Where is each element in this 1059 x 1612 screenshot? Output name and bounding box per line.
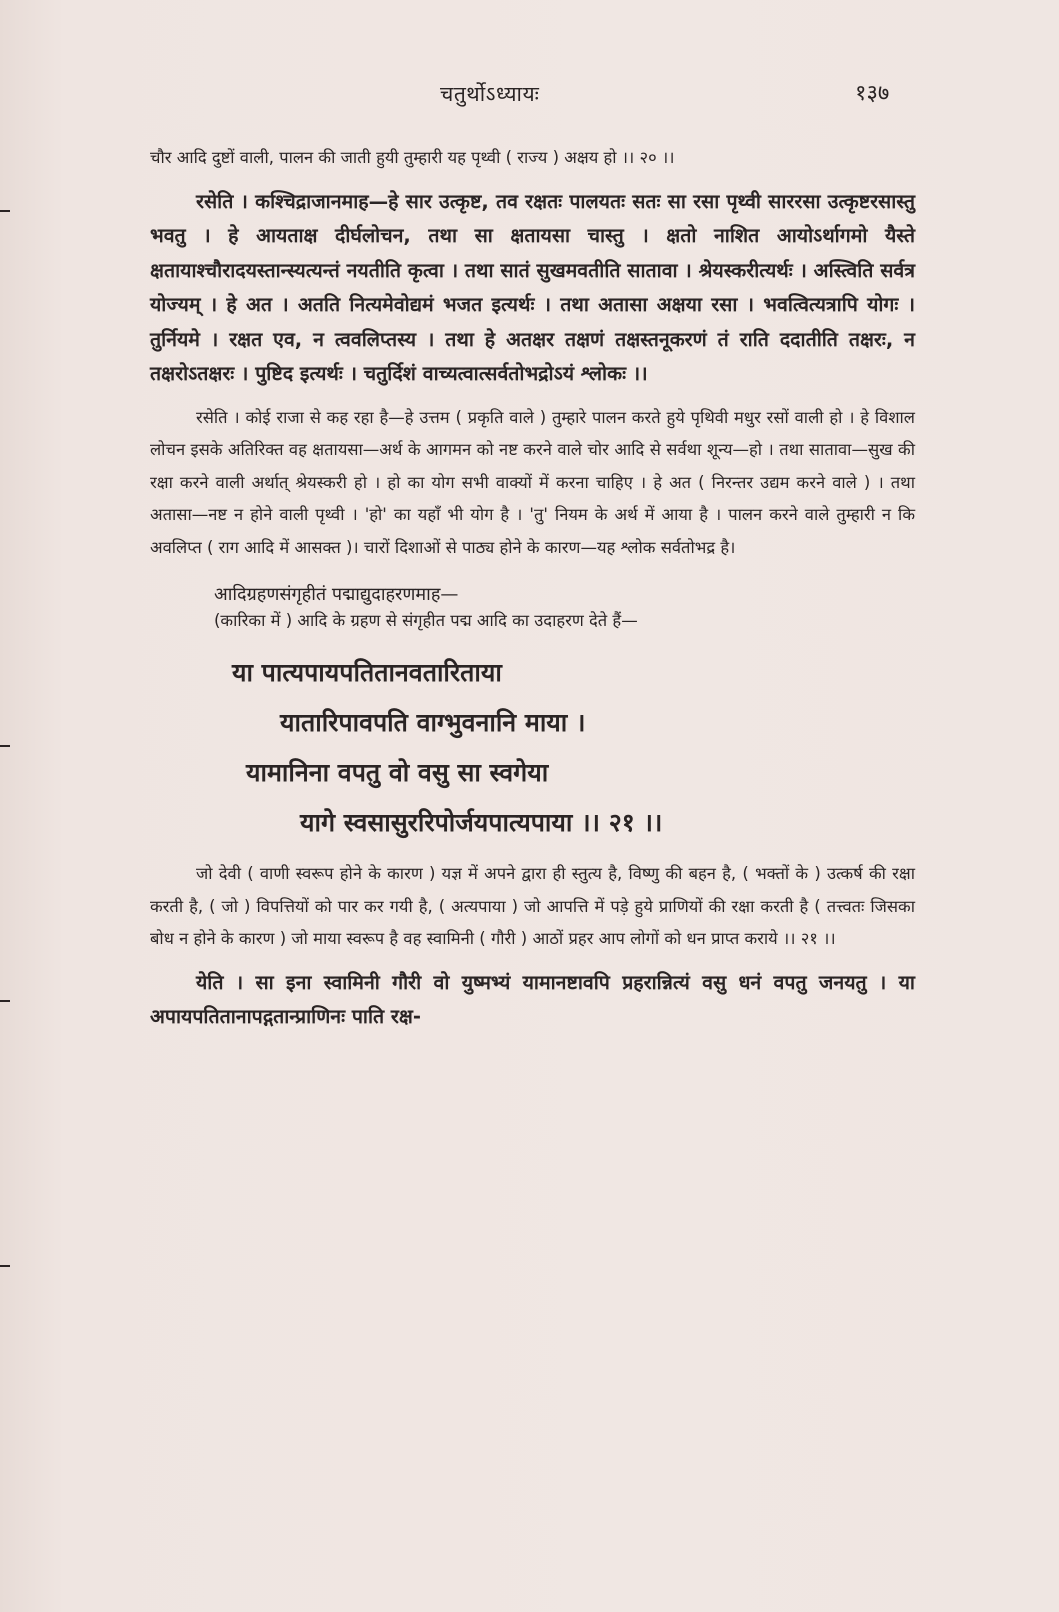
verse-line: यातारिपावपति वाग्भुवनानि माया । — [280, 708, 586, 737]
page-header — [0, 80, 1059, 120]
page-body — [150, 142, 915, 1035]
page-number: १३७ — [855, 81, 890, 106]
binding-mark — [0, 1265, 10, 1267]
hindi-commentary-paragraph: रसेति । कोई राजा से कह रहा है—हे उत्तम ( प्रकृति वाले ) तुम्हारे पालन करते हुये पृथिवी मधुर रसों वाली हो । हे विशाल लोचन इसके अतिरिक्त वह क्षतायसा—अर्थ के आगमन को नष्ट करने वाले चोर आदि से सर्वथा शून्य—हो । तथा सातावा—सुख की रक्षा करने वाली अर्थात् श्रेयस्करी हो । हो का योग सभी वाक्यों में करना चाहिए । हे अत ( निरन्तर उद्यम करने वाले ) । तथा अतासा—नष्ट न होने वाली पृथ्वी । 'हो' का यहाँ भी योग है । 'तु' नियम के अर्थ में आया है । पालन करने वाले तुम्हारी न कि अवलिप्त ( राग आदि में आसक्त )। चारों दिशाओं से पाठ्य होने के कारण—यह श्लोक सर्वतोभद्र है। — [150, 407, 915, 557]
binding-mark — [0, 210, 10, 212]
running-title: चतुर्थोऽध्यायः — [440, 82, 540, 106]
verse-intro-sanskrit: आदिग्रहणसंगृहीतं पद्माद्युदाहरणमाह— — [214, 584, 459, 605]
binding-mark — [0, 1000, 10, 1002]
binding-mark — [0, 745, 10, 747]
sanskrit-commentary-paragraph: रसेति । कश्चिद्राजानमाह—हे सार उत्कृष्ट, तव रक्षतः पालयतः सतः सा रसा पृथ्वी साररसा उत्कृष्टरसास्तु भवतु । हे आयताक्ष दीर्घलोचन, तथा सा क्षतायसा चास्तु । क्षतो नाशित आयोऽर्थागमो यैस्ते क्षतायाश्चौरादयस्तान्स्यत्यन्तं नयतीति कृत्वा । तथा सातं सुखमवतीति सातावा । श्रेयस्करीत्यर्थः । अस्त्विति सर्वत्र योज्यम् । हे अत । अतति नित्यमेवोद्यमं भजत इत्यर्थः । तथा अतासा अक्षया रसा । भवत्वित्यत्रापि योगः । तुर्नियमे । रक्षत एव, न त्ववलिप्तस्य । तथा हे अतक्षर तक्षणं तक्षस्तनूकरणं तं राति ददातीति तक्षरः, न तक्षरोऽतक्षरः । पुष्टिद इत्यर्थः । चतुर्दिशं वाच्यत्वात्सर्वतोभद्रोऽयं श्लोकः ।। — [150, 189, 915, 385]
verse-line: या पात्यपायपतितानवतारिताया — [232, 658, 502, 687]
hindi-translation-verse-20-end: चौर आदि दुष्टों वाली, पालन की जाती हुयी तुम्हारी यह पृथ्वी ( राज्य ) अक्षय हो ।। २० ।। — [150, 148, 675, 167]
verse-line: यामानिना वपतु वो वसु सा स्वगेया — [246, 758, 549, 787]
verse-intro-hindi: (कारिका में ) आदि के ग्रहण से संगृहीत पद्म आदि का उदाहरण देते हैं— — [214, 611, 638, 630]
hindi-translation-verse-21: जो देवी ( वाणी स्वरूप होने के कारण ) यज्ञ में अपने द्वारा ही स्तुत्य है, विष्णु की बहन है, ( भक्तों के ) उत्कर्ष की रक्षा करती है, ( जो ) विपत्तियों को पार कर गयी है, ( अत्यपाया ) जो आपत्ति में पड़े हुये प्राणियों की रक्षा करती है ( तत्त्वतः जिसका बोध न होने के कारण ) जो माया स्वरूप है वह स्वामिनी ( गौरी ) आठों प्रहर आप लोगों को धन प्राप्त कराये ।। २१ ।। — [150, 864, 915, 948]
verse-line: यागे स्वसासुररिपोर्जयपात्यपाया ।। २१ ।। — [300, 808, 663, 837]
sanskrit-commentary-verse-21: येति । सा इना स्वामिनी गौरी वो युष्मभ्यं यामानष्टावपि प्रहरान्नित्यं वसु धनं वपतु जनयतु । या अपायपतितानापद्गतान्प्राणिनः पाति रक्ष- — [150, 970, 915, 1028]
verse-21 — [150, 648, 915, 848]
